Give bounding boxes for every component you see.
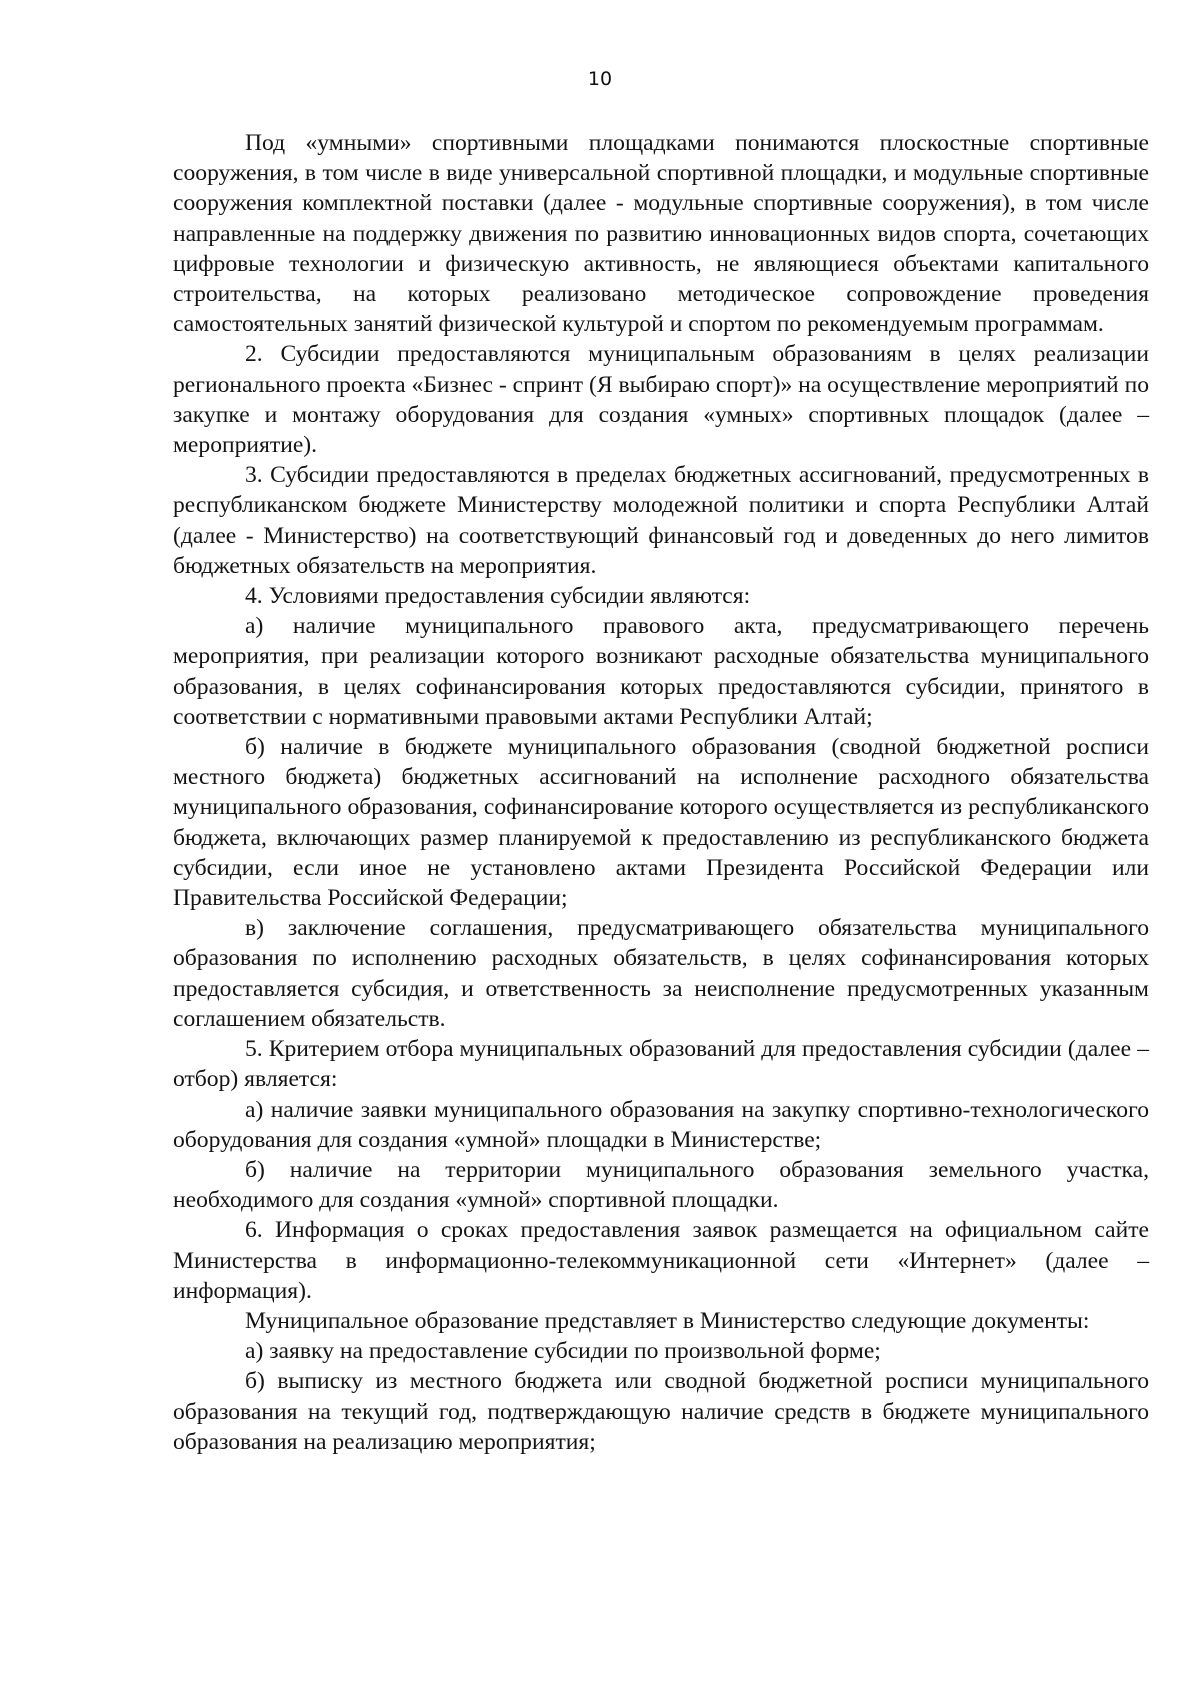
paragraph-item-2: 2. Субсидии предоставляются муниципальным образованиям в целях реализации регионального проекта «Бизнес - спринт (Я выбираю спорт)» на осуществление мероприятий по закупке и монтажу оборудования для создания «умных» спортивных площадок (далее – мероприятие). [173, 341, 1149, 459]
paragraph-item-3: 3. Субсидии предоставляются в пределах бюджетных ассигнований, предусмотренных в республиканском бюджете Министерству молодежной политики и спорта Республики Алтай (далее - Министерство) на соответствующий финансовый год и доведенных до него лимитов бюджетных обязательств на мероприятия. [173, 462, 1149, 579]
paragraph-document-a: а) заявку на предоставление субсидии по произвольной форме; [245, 1338, 881, 1365]
paragraph-documents-list: Муниципальное образование представляет в Министерство следующие документы: [245, 1307, 1090, 1334]
paragraph-item-5a: а) наличие заявки муниципального образования на закупку спортивно-технологического оборудования для создания «умной» площадки в Министерстве; [173, 1096, 1149, 1153]
paragraph-smart-sports-grounds-definition: Под «умными» спортивными площадками понимаются плоскостные спортивные сооружения, в том числе в виде универсальной спортивной площадки, и модульные спортивные сооружения комплектной поставки (далее - модульные спортивные сооружения), в том числе направленные на поддержку движения по развитию инновационных видов спорта, сочетающих цифровые технологии и физическую активность, не являющиеся объектами капитального строительства, на которых реализовано методическое сопровождение проведения самостоятельных занятий физической культурой и спортом по рекомендуемым программам. [173, 130, 1149, 338]
paragraph-item-4: 4. Условиями предоставления субсидии являются: [245, 583, 751, 610]
paragraph-item-4b: б) наличие в бюджете муниципального образования (сводной бюджетной росписи местного бюджета) бюджетных ассигнований на исполнение расходного обязательства муниципального образования, софинансирование которого осуществляется из республиканского бюджета, включающих размер планируемой к предоставлению из республиканского бюджета субсидии, если иное не установлено актами Президента Российской Федерации или Правительства Российской Федерации; [173, 734, 1149, 912]
page-number: 10 [587, 68, 613, 90]
document-body [173, 128, 1149, 1457]
paragraph-item-6: 6. Информация о сроках предоставления заявок размещается на официальном сайте Министерства в информационно-телекоммуникационной сети «Интернет» (далее – информация). [173, 1217, 1149, 1304]
paragraph-item-5: 5. Критерием отбора муниципальных образований для предоставления субсидии (далее – отбор) является: [173, 1036, 1149, 1093]
paragraph-item-4a: а) наличие муниципального правового акта, предусматривающего перечень мероприятия, при реализации которого возникают расходные обязательства муниципального образования, в целях софинансирования которых предоставляются субсидии, принятого в соответствии с нормативными правовыми актами Республики Алтай; [173, 613, 1149, 730]
paragraph-document-b: б) выписку из местного бюджета или сводной бюджетной росписи муниципального образования на текущий год, подтверждающую наличие средств в бюджете муниципального образования на реализацию мероприятия; [173, 1368, 1149, 1455]
paragraph-item-5b: б) наличие на территории муниципального образования земельного участка, необходимого для создания «умной» спортивной площадки. [173, 1156, 1149, 1214]
paragraph-item-4v: в) заключение соглашения, предусматривающего обязательства муниципального образования по исполнению расходных обязательств, в целях софинансирования которых предоставляется субсидия, и ответственность за неисполнение предусмотренных указанным соглашением обязательств. [173, 915, 1149, 1032]
